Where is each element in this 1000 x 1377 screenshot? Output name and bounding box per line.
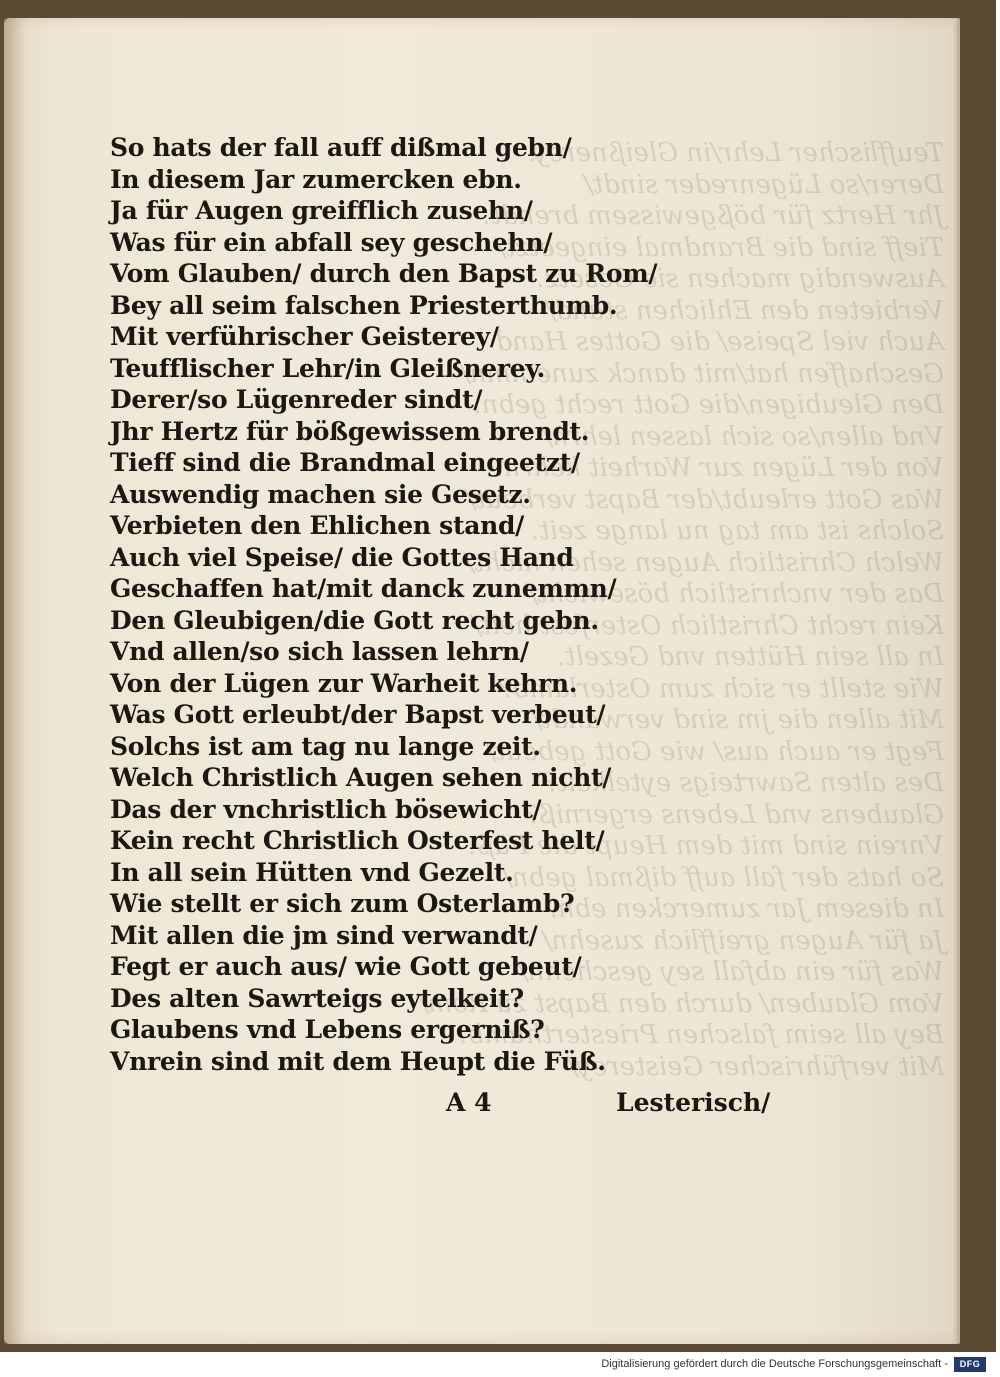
bleed-line: So hats der fall auff dißmal gebn/ [503,862,944,893]
spine-shadow [4,18,26,1344]
verse-line: Solchs ist am tag nu lange zeit. [110,731,541,761]
verse-line: Vnd allen/so sich lassen lehrn/ [110,637,529,666]
verse-line: Fegt er auch aus/ wie Gott gebeut/ [110,952,582,981]
verse-line: Was für ein abfall sey geschehn/ [110,227,553,257]
bleed-line: Auswendig machen sie Gesetz. [536,264,944,294]
bleed-line: In all sein Hütten vnd Gezelt. [556,642,944,672]
verse-line: Das der vnchristlich bösewicht/ [110,794,542,824]
bleed-line: Tieff sind die Brandmal eingeetzt/ [495,232,944,263]
bleed-line: Wie stellt er sich zum Osterlamb? [498,673,944,704]
verse-line: Glaubens vnd Lebens ergerniß? [110,1015,545,1044]
bleed-line: Welch Christlich Augen sehen nicht/ [464,547,944,578]
credit-text: Digitalisierung gefördert durch die Deutsche Forschungsgemeinschaft - [601,1358,948,1370]
catchword: Lesterisch/ [616,1088,771,1117]
verse-line: Was Gott erleubt/der Bapst verbeut/ [110,700,606,729]
bleed-line: Den Gleubigen/die Gott recht gebn. [473,390,944,420]
verse-line: Kein recht Christlich Osterfest helt/ [110,826,605,855]
bleed-line: Fegt er auch aus/ wie Gott gebeut/ [486,736,944,767]
verse-line: Wie stellt er sich zum Osterlamb? [110,889,575,918]
bleed-line: Des alten Sawrteigs eytelkeit? [543,768,944,798]
verse-line: Vnrein sind mit dem Heupt die Füß. [110,1046,606,1076]
verse-line: Welch Christlich Augen sehen nicht/ [110,763,612,792]
verse-line: In all sein Hütten vnd Gezelt. [110,857,514,887]
verse-block [110,132,670,1077]
verse-line: Geschaffen hat/mit danck zunemmn/ [110,574,617,603]
bleed-line: Solchs ist am tag nu lange zeit. [530,516,944,546]
verse-line: Den Gleubigen/die Gott recht gebn. [110,605,599,635]
verse-line: Mit verführischer Geisterey/ [110,322,499,351]
bleed-line: Was Gott erleubt/der Bapst verbeut/ [466,484,944,515]
bleed-line: Vom Glauben/ durch den Bapst zu Rom/ [418,988,944,1019]
verse-line: Derer/so Lügenreder sindt/ [110,385,483,414]
bleed-line: Von der Lügen zur Warheit kehrn. [495,453,944,483]
verse-line: In diesem Jar zumercken ebn. [110,164,522,194]
credit-bar [0,1352,1000,1377]
bleed-line: Kein recht Christlich Osterfest helt/ [471,610,944,641]
verse-line: Mit allen die jm sind verwandt/ [110,920,538,950]
bleed-line: Geschaffen hat/mit danck zunemmn/ [460,358,944,389]
bleed-line: Glaubens vnd Lebens ergerniß? [524,799,944,830]
verse-line: Verbieten den Ehlichen stand/ [110,511,524,540]
signature-mark: A 4 [446,1088,492,1117]
bleed-line: Vnd allen/so sich lassen lehrn/ [542,421,944,452]
verse-line: Ja für Augen greifflich zusehn/ [110,196,533,225]
bleed-line: Vnrein sind mit dem Heupt die Füß. [468,831,944,861]
bleed-line: Jhr Hertz für bößgewissem brendt. [482,201,944,231]
bleed-line: Mit verführischer Geisterey/ [568,1051,944,1082]
bleed-line: Teufflischer Lehr/in Gleißnerey. [528,138,944,168]
bleed-line: In diesem Jar zumercken ebn. [549,894,944,924]
bleed-line: Ja für Augen greifflich zusehn/ [542,925,944,956]
bleed-line: Bey all seim falschen Priesterthumb. [458,1020,944,1050]
verse-line: Des alten Sawrteigs eytelkeit? [110,983,524,1013]
verse-line: Tieff sind die Brandmal eingeetzt/ [110,448,580,477]
verse-line: Auswendig machen sie Gesetz. [110,479,531,509]
bleed-line: Auch viel Speise/ die Gottes Hand [495,327,944,357]
page-footer [446,1088,776,1122]
bleed-line: Mit allen die jm sind verwandt/ [532,705,944,735]
dfg-logo: DFG [954,1357,986,1372]
verse-line: Bey all seim falschen Priesterthumb. [110,290,618,320]
verse-line: So hats der fall auff dißmal gebn/ [110,133,572,162]
verse-line: Teufflischer Lehr/in Gleißnerey. [110,353,546,383]
verse-line: Vom Glauben/ durch den Bapst zu Rom/ [110,259,658,288]
verse-line: Von der Lügen zur Warheit kehrn. [110,668,578,698]
verse-line: Jhr Hertz für bößgewissem brendt. [110,416,590,446]
bleed-line: Was für ein abfall sey geschehn/ [518,957,944,987]
bleed-line: Derer/so Lügenreder sindt/ [583,169,944,200]
bleed-line: Das der vnchristlich bösewicht/ [527,579,944,609]
verse-line: Auch viel Speise/ die Gottes Hand [110,542,574,572]
bleed-line: Verbieten den Ehlichen stand/ [546,295,944,326]
